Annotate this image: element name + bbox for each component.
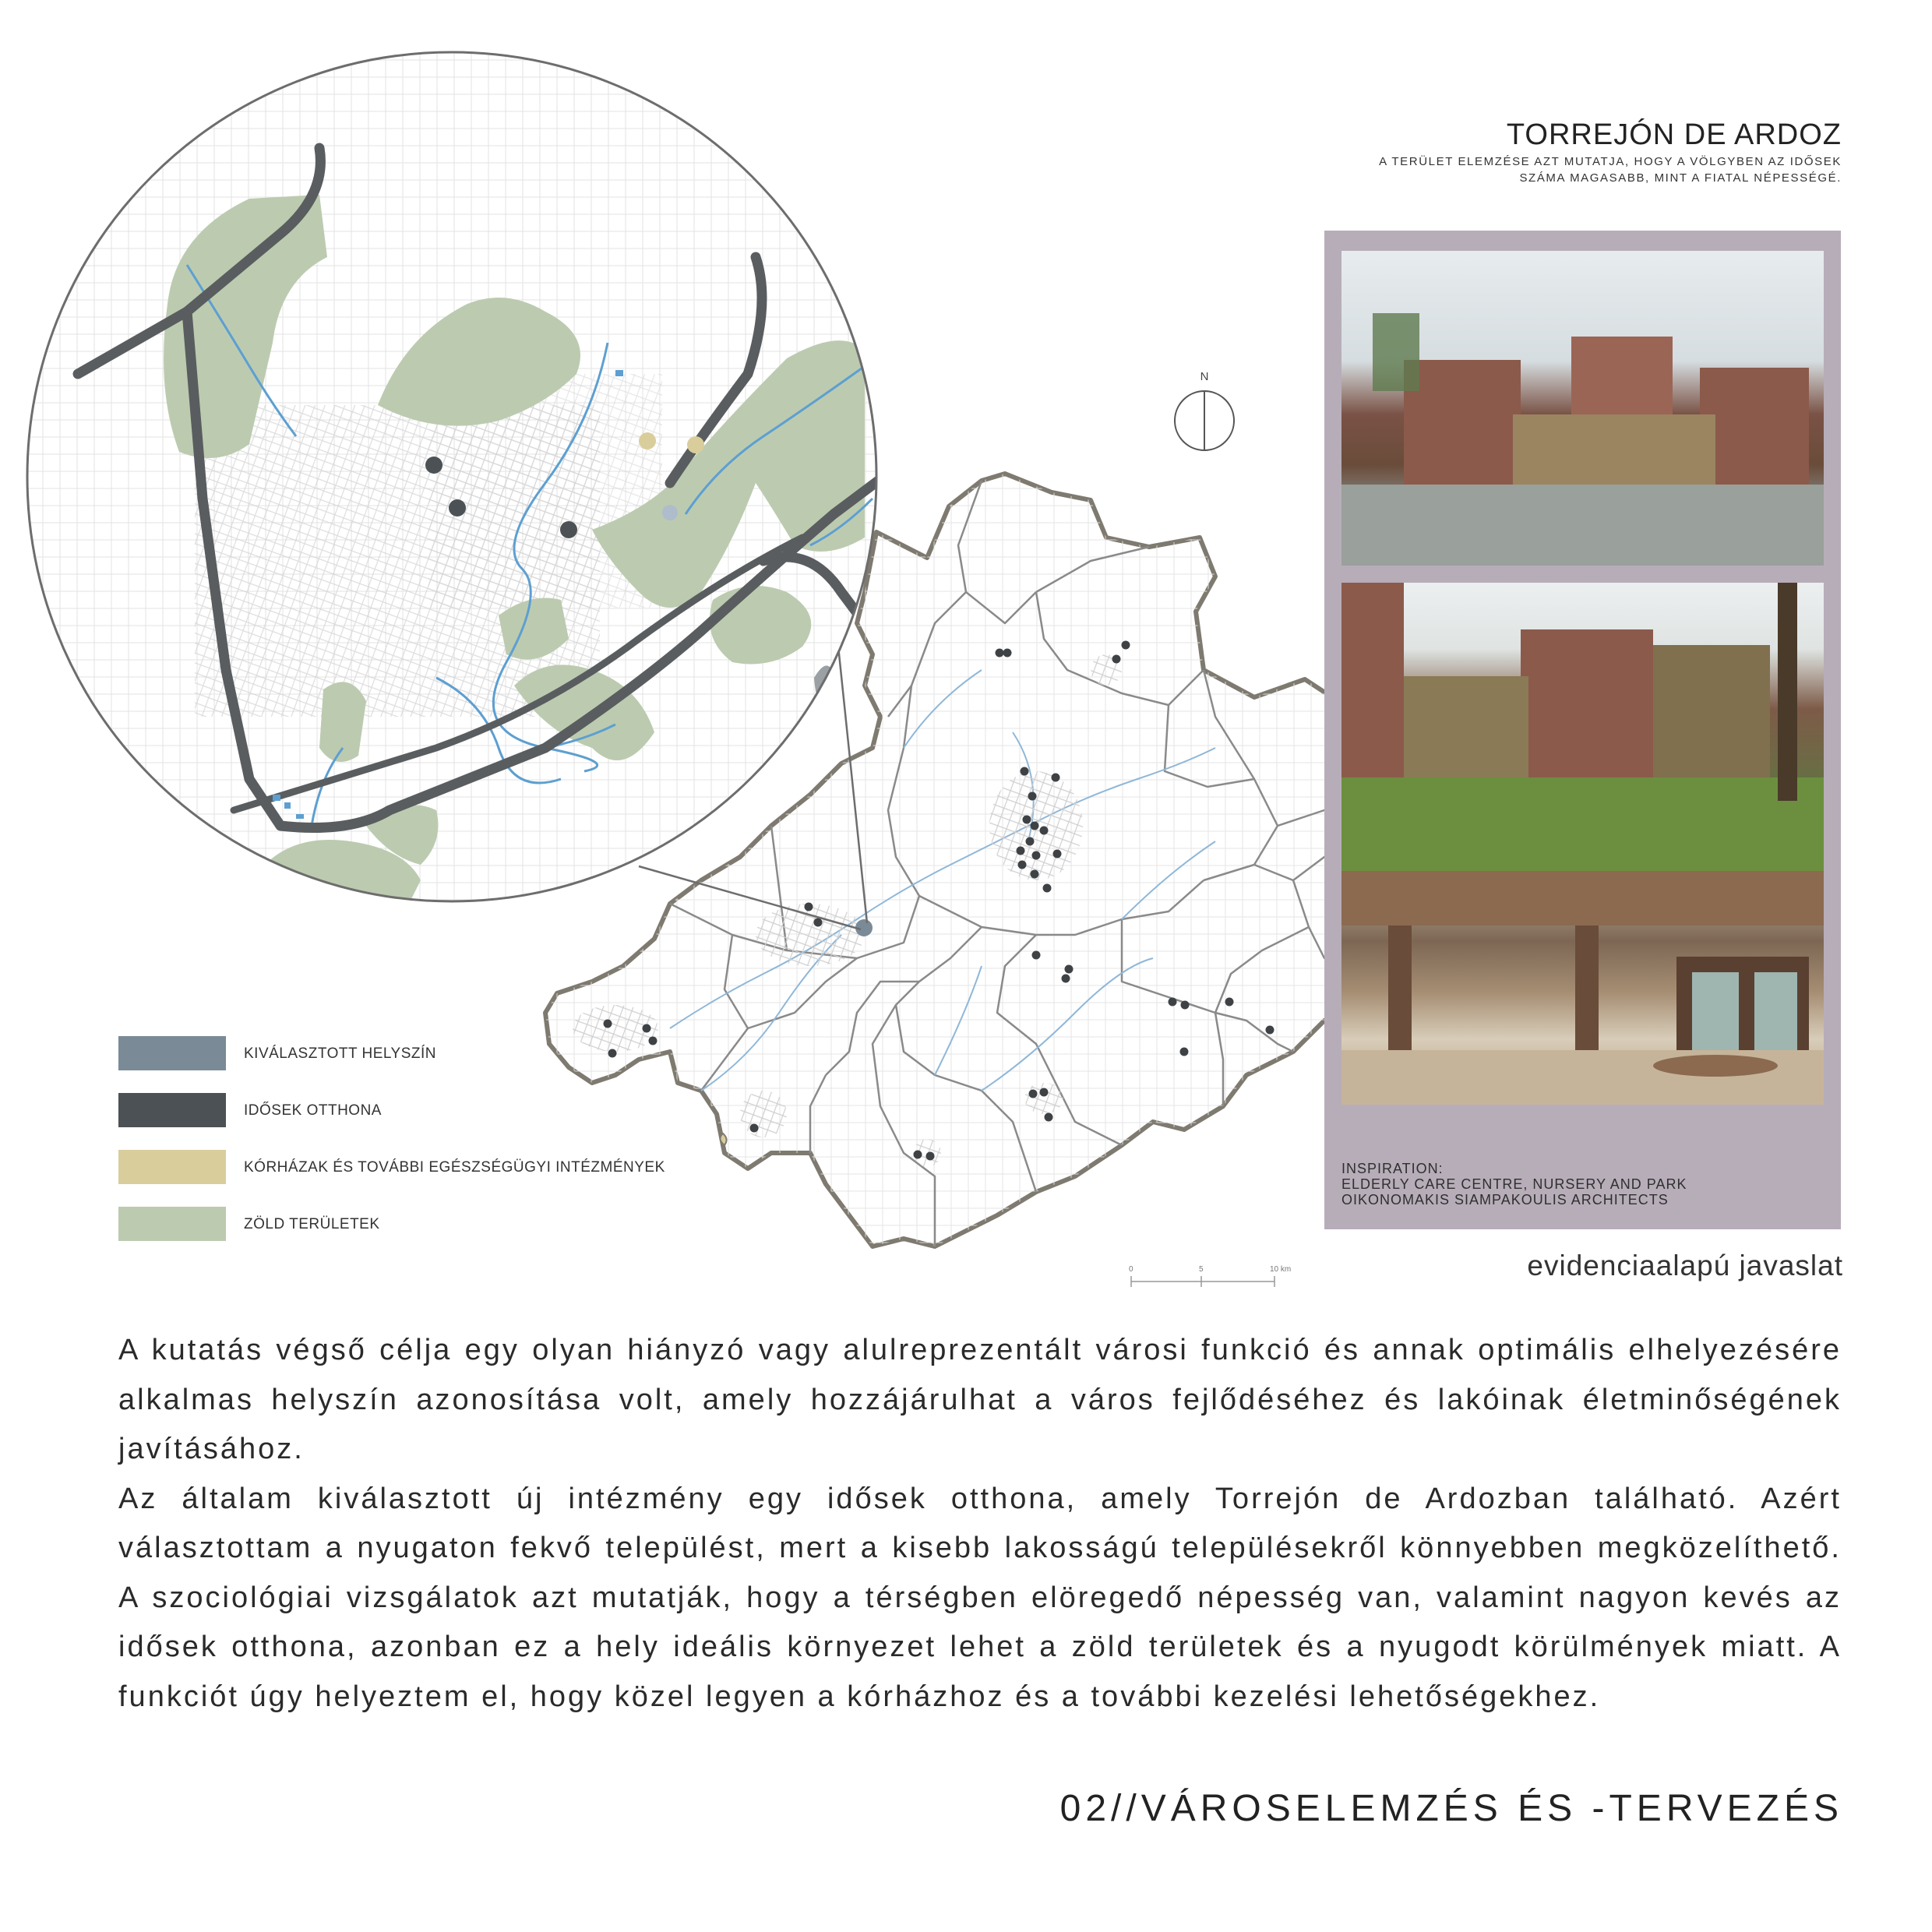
page-header bbox=[1379, 118, 1842, 186]
elderly-home-dot bbox=[1032, 851, 1041, 860]
page-subtitle: A TERÜLET ELEMZÉSE AZT MUTATJA, HOGY A VÖLGYBEN AZ IDŐSEK SZÁMA MAGASABB, MINT A FIATAL NÉPESSÉGÉ. bbox=[1379, 155, 1842, 185]
inspiration-caption-line: ELDERLY CARE CENTRE, NURSERY AND PARK bbox=[1341, 1176, 1687, 1192]
body-text bbox=[118, 1326, 1842, 1722]
elderly-home-dot bbox=[1052, 774, 1060, 782]
zoom-map bbox=[0, 0, 935, 935]
elderly-home-dot bbox=[1169, 998, 1177, 1007]
elderly-home-dot bbox=[1003, 649, 1012, 658]
elderly-home-dot bbox=[814, 918, 823, 927]
inspiration-caption-line: INSPIRATION: bbox=[1341, 1161, 1444, 1176]
legend-label: IDŐSEK OTTHONA bbox=[244, 1102, 382, 1119]
legend-label: KÓRHÁZAK ÉS TOVÁBBI EGÉSZSÉGÜGYI INTÉZMÉNYEK bbox=[244, 1159, 665, 1176]
elderly-home-dot bbox=[1031, 870, 1039, 879]
north-compass bbox=[1175, 370, 1234, 450]
elderly-home-dot bbox=[1225, 998, 1234, 1007]
elderly-home-dot bbox=[1021, 767, 1029, 776]
elderly-home-dot bbox=[926, 1152, 935, 1161]
inspiration-photo-interior bbox=[1341, 871, 1824, 1105]
elderly-home-dot bbox=[1181, 1001, 1190, 1010]
elderly-home-dot bbox=[1023, 816, 1031, 824]
elderly-home-dot bbox=[1112, 655, 1121, 664]
elderly-home-dot bbox=[1122, 641, 1130, 650]
scale-bar bbox=[1129, 1265, 1291, 1287]
elderly-home-dot bbox=[1065, 965, 1074, 974]
elderly-home-dot bbox=[805, 903, 813, 911]
legend-swatch bbox=[118, 1207, 226, 1241]
scale-tick-label: 10 km bbox=[1270, 1265, 1292, 1274]
body-paragraph: A kutatás végső célja egy olyan hiányzó vagy alulreprezentált városi funkció és annak optimális elhelyezésére alkalmas helyszín azonosítása volt, amely hozzájárulhat a város fejlődéséhez és lakóinak életminőségének javításához. bbox=[118, 1334, 1842, 1465]
evidence-label: evidenciaalapú javaslat bbox=[1527, 1250, 1843, 1282]
elderly-home-dot bbox=[1180, 1048, 1189, 1056]
inspiration-caption bbox=[1341, 1161, 1687, 1208]
elderly-home-dot bbox=[560, 521, 577, 538]
inspiration-photo-garden bbox=[1341, 583, 1824, 883]
compass-label: N bbox=[1200, 370, 1209, 383]
legend-item-elderly-home bbox=[118, 1093, 742, 1127]
elderly-home-dot bbox=[1266, 1026, 1274, 1035]
elderly-home-dot bbox=[996, 649, 1004, 658]
elderly-home-dot bbox=[1031, 822, 1039, 830]
elderly-home-dot bbox=[1062, 975, 1070, 983]
inspiration-caption-line: OIKONOMAKIS SIAMPAKOULIS ARCHITECTS bbox=[1341, 1192, 1669, 1208]
section-footer: 02//VÁROSELEMZÉS ÉS -TERVEZÉS bbox=[1059, 1788, 1843, 1829]
elderly-home-dot bbox=[1026, 837, 1035, 846]
legend-item-selected bbox=[118, 1036, 742, 1070]
zoom-selected-location bbox=[662, 505, 678, 520]
inspiration-panel bbox=[1324, 231, 1841, 1229]
elderly-home-dot bbox=[1017, 847, 1025, 855]
inspiration-photo-exterior bbox=[1341, 251, 1824, 566]
hospital-dot bbox=[639, 432, 656, 450]
elderly-home-dot bbox=[425, 457, 442, 474]
elderly-home-dot bbox=[750, 1124, 759, 1133]
legend-swatch bbox=[118, 1150, 226, 1184]
hospital-dot bbox=[687, 436, 704, 453]
elderly-home-dot bbox=[449, 499, 466, 516]
elderly-home-dot bbox=[914, 1151, 922, 1159]
elderly-home-dot bbox=[1045, 1113, 1053, 1122]
elderly-home-dot bbox=[1032, 951, 1041, 960]
elderly-home-dot bbox=[1018, 861, 1027, 869]
legend-item-green-areas bbox=[118, 1207, 742, 1241]
elderly-home-dot bbox=[1043, 884, 1052, 893]
elderly-home-dot bbox=[1053, 850, 1062, 858]
elderly-home-dot bbox=[1040, 827, 1049, 835]
scale-tick-label: 5 bbox=[1199, 1265, 1204, 1274]
body-paragraph: Az általam kiválasztott új intézmény egy idősek otthona, amely Torrejón de Ardozban található. Azért választottam a nyugaton fekvő települést, mert a kisebb lakosságú településekről könnyebben megközelíthető. A szociológiai vizsgálatok azt mutatják, hogy a térségben elöregedő népesség van, valamint nagyon kevés az idősek otthona, azonban ez a hely ideális környezet lehet a zöld területek és a nyugodt körülmények miatt. A funkciót úgy helyeztem el, hogy közel legyen a kórházhoz és a további kezelési lehetőségekhez. bbox=[118, 1482, 1842, 1713]
elderly-home-dot bbox=[1028, 792, 1037, 801]
elderly-home-dot bbox=[604, 1020, 612, 1028]
elderly-home-dot bbox=[1040, 1088, 1049, 1097]
legend-label: KIVÁLASZTOTT HELYSZÍN bbox=[244, 1045, 437, 1062]
legend-swatch bbox=[118, 1036, 226, 1070]
page-title: TORREJÓN DE ARDOZ bbox=[1506, 118, 1842, 151]
legend-label: ZÖLD TERÜLETEK bbox=[244, 1216, 380, 1232]
scale-tick-label: 0 bbox=[1129, 1265, 1133, 1274]
elderly-home-dot bbox=[643, 1024, 651, 1033]
legend-item-hospitals bbox=[118, 1150, 742, 1184]
legend-swatch bbox=[118, 1093, 226, 1127]
elderly-home-dot bbox=[1029, 1090, 1038, 1098]
